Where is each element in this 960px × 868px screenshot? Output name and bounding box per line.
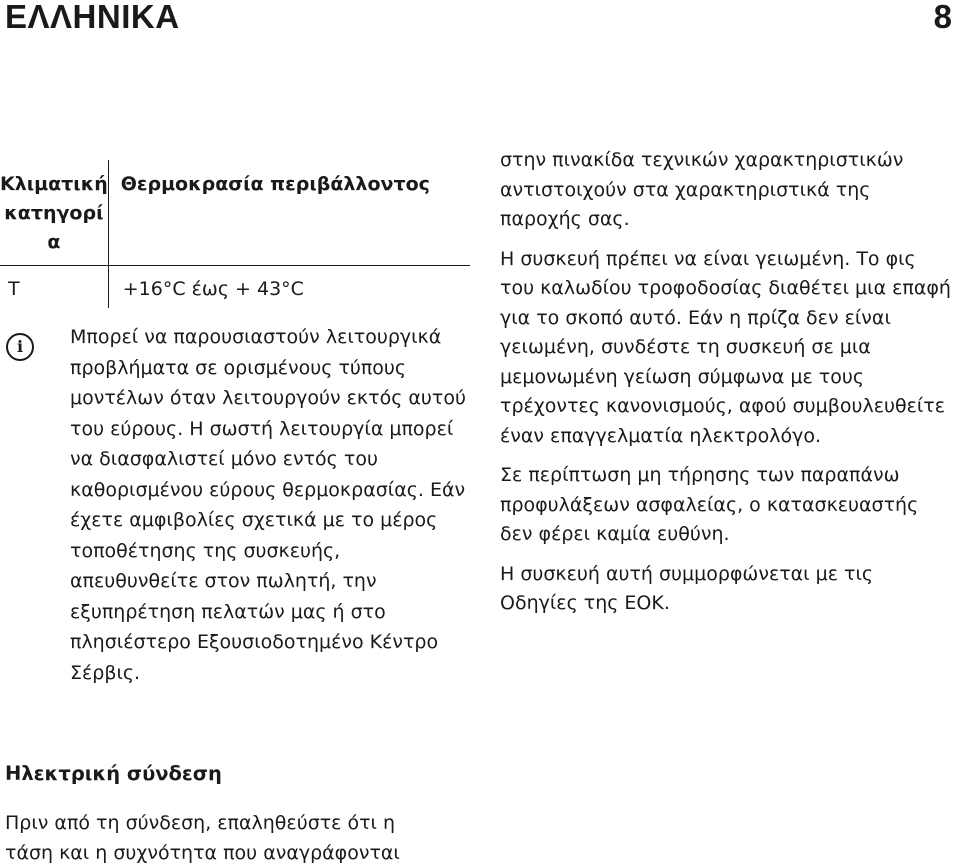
paragraph-compliance: Η συσκευή αυτή συμμορφώνεται με τις Οδηγίες της ΕΟΚ.: [500, 562, 874, 614]
table-row: [0, 266, 470, 309]
table-cell-class: T: [0, 266, 108, 309]
info-note-text: Μπορεί να παρουσιαστούν λειτουργικά προβλήματα σε ορισμένους τύπους μοντέλων όταν λειτουργούν εκτός αυτού του εύρους. Η σωστή λειτουργία μπορεί να διασφαλιστεί μόνο εντός του καθορισμένου εύρους θερμοκρασίας. Εάν έχετε αμφιβολίες σχετικά με το μέρος τοποθέτησης της συσκευής, απευθυνθείτε στον πωλητή, την εξυπηρέτηση πελατών μας ή στο πλησιέστερο Εξουσιοδοτημένο Κέντρο Σέρβις.: [70, 326, 466, 684]
paragraph-liability: Σε περίπτωση μη τήρησης των παραπάνω προφυλάξεων ασφαλείας, ο κατασκευαστής δεν φέρει καμία ευθύνη.: [500, 464, 919, 545]
table-header-climate-class: Κλιματική κατηγορί α: [0, 160, 108, 266]
page-number: 8: [933, 0, 952, 35]
paragraph-grounding: Η συσκευή πρέπει να είναι γειωμένη. Το φις του καλωδίου τροφοδοσίας διαθέτει μια επαφή για το σκοπό αυτό. Εάν η πρίζα δεν είναι γειωμένη, συνδέστε τη συσκευή σε μια μεμονωμένη γείωση σύμφωνα με τους τρέχοντες κανονισμούς, αφού συμβουλευθείτε έναν επαγγελματία ηλεκτρολόγο.: [500, 247, 951, 447]
climate-class-table: [0, 160, 470, 308]
paragraph-rating-plate: στην πινακίδα τεχνικών χαρακτηριστικών αντιστοιχούν στα χαρακτηριστικά της παροχής σας.: [500, 149, 904, 230]
table-cell-temperature: +16°C έως + 43°C: [108, 266, 470, 309]
electrical-intro-text: Πριν από τη σύνδεση, επαληθεύστε ότι η τάση και η συχνότητα που αναγράφονται: [5, 812, 400, 864]
right-column: [500, 146, 955, 629]
section-title-electrical: Ηλεκτρική σύνδεση: [5, 762, 222, 785]
header-language: ΕΛΛΗΝΙΚΑ: [5, 0, 180, 35]
info-icon: i: [6, 333, 34, 361]
table-header-ambient-temperature: Θερμοκρασία περιβάλλοντος: [108, 160, 470, 266]
table-header-row: [0, 160, 470, 266]
left-column: [0, 160, 470, 308]
